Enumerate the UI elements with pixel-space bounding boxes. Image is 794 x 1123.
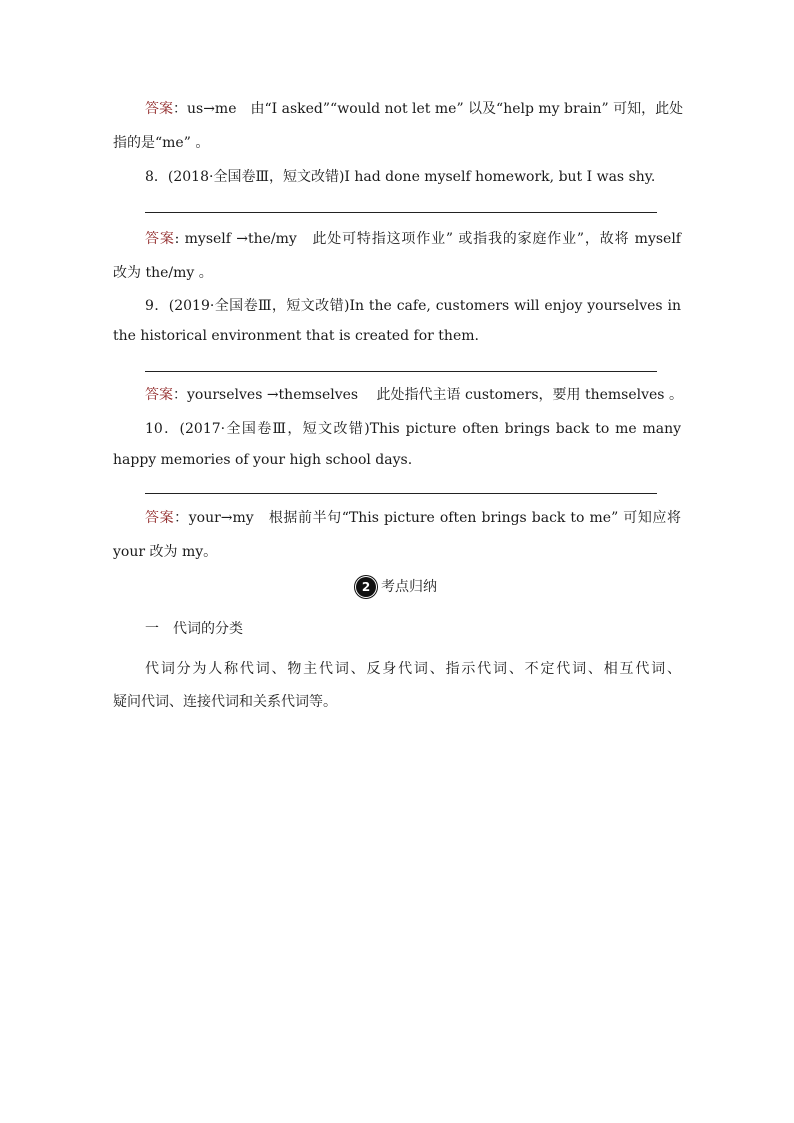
answer-label: 答案 <box>145 101 173 117</box>
body-line-2: 疑问代词、连接代词和关系代词等。 <box>113 694 337 710</box>
answer-7-line-1: 答案：us→me 由“I asked”“would not let me” 以及“help my brain” 可知，此处 <box>145 101 684 117</box>
question-10-line-2: happy memories of your high school days. <box>113 452 413 468</box>
question-10-line-1: 10．(2017·全国卷Ⅲ，短文改错)This picture often brings back to me many <box>145 421 681 437</box>
answer-blank-10 <box>145 493 657 494</box>
subsection-heading <box>145 619 681 639</box>
answer-7-line-2: 指的是“me” 。 <box>113 135 210 151</box>
subsection-number: 一 <box>145 621 159 637</box>
answer-8-line-1: 答案: myself →the/my 此处可特指这项作业” 或指我的家庭作业”，故将 myself <box>145 231 681 247</box>
question-9-line-2: the historical environment that is created for them. <box>113 328 479 344</box>
answer-blank-9 <box>145 371 657 372</box>
answer-label: 答案 <box>145 387 173 403</box>
answer-10-line-2: your 改为 my。 <box>113 544 218 560</box>
answer-9-line-1: 答案：yourselves →themselves 此处指代主语 customers，要用 themselves 。 <box>145 387 683 403</box>
answer-label: 答案 <box>145 510 175 526</box>
section-number-badge: 2 <box>357 578 375 596</box>
question-8: 8．(2018·全国卷Ⅲ，短文改错)I had done myself homework, but I was shy. <box>145 169 656 185</box>
section-title: 考点归纳 <box>381 579 437 595</box>
question-9-line-1: 9．(2019·全国卷Ⅲ，短文改错)In the cafe, customers will enjoy yourselves in <box>145 298 681 314</box>
answer-blank-8 <box>145 212 657 213</box>
answer-label: 答案 <box>145 231 175 247</box>
subsection-title: 代词的分类 <box>173 621 243 637</box>
body-line-1: 代词分为人称代词、物主代词、反身代词、指示代词、不定代词、相互代词、 <box>145 661 681 677</box>
answer-10-line-1: 答案：your→my 根据前半句“This picture often brings back to me” 可知应将 <box>145 510 681 526</box>
answer-8-line-2: 改为 the/my 。 <box>113 265 213 281</box>
section-heading <box>0 577 794 597</box>
